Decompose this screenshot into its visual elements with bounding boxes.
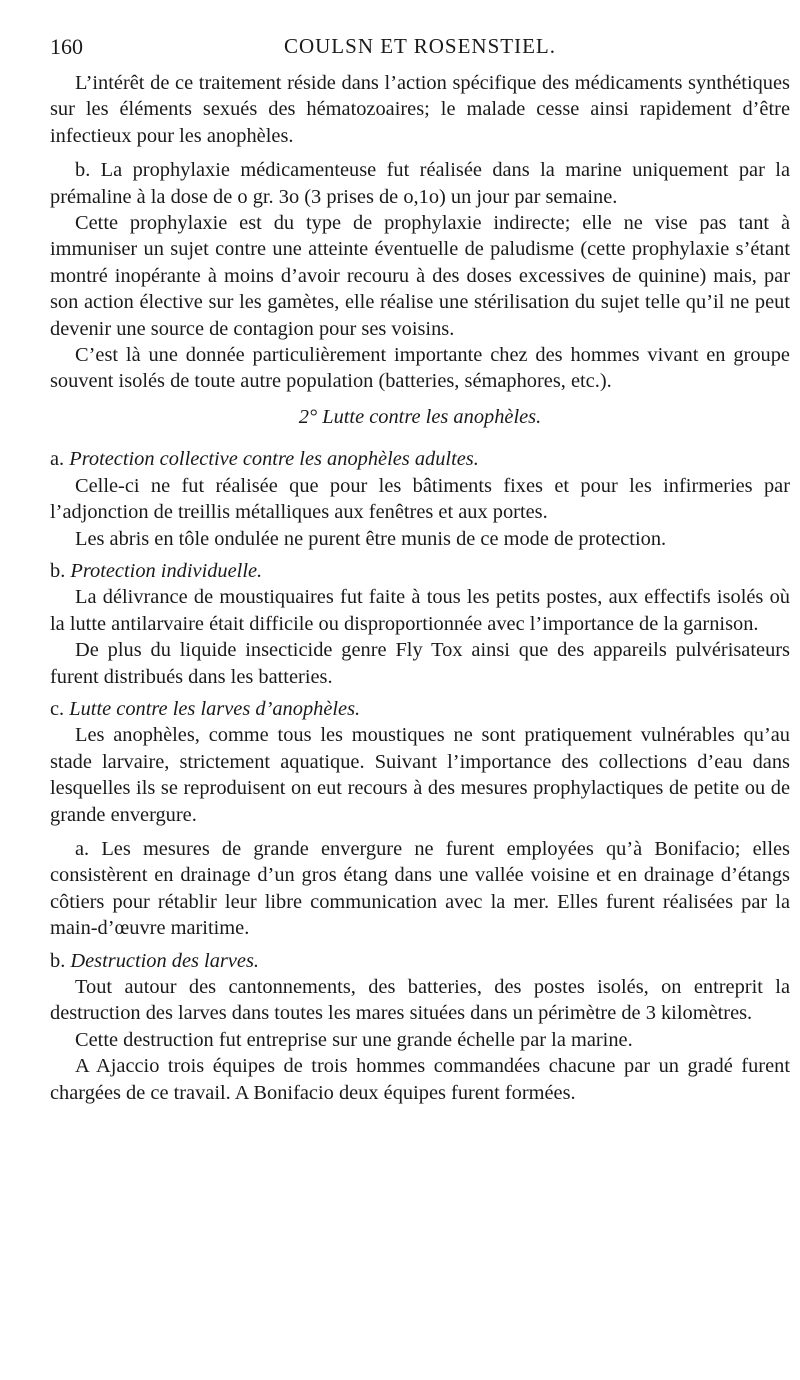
subsection-title: Protection individuelle. (70, 559, 263, 582)
section-heading: 2° Lutte contre les anophèles. (298, 405, 542, 428)
paragraph: Les anophèles, comme tous les moustiques ne sont pratiquement vulnérables qu’au stade larvaire, strictement aquatique. Suivant l’importance des collections d’eau dans lesquelles ils se reproduisent on eut recours à des mesures prophylactiques de petite ou de grande envergure. (50, 724, 790, 826)
paragraph: Cette prophylaxie est du type de prophylaxie indirecte; elle ne vise pas tant à immuniser un sujet contre une atteinte éventuelle de paludisme (cette prophylaxie s’étant montré inopérante à moins d’avoir recouru à des doses excessives de quinine) mais, par son action élective sur les gamètes, elle réalise une stérilisation du sujet telle qu’il ne peut devenir une source de contagion pour ses voisins. (50, 212, 790, 340)
paragraph: a. Les mesures de grande envergure ne furent employées qu’à Bonifacio; elles consistèrent en drainage d’un gros étang dans une vallée voisine et en drainage d’étangs côtiers pour rétablir leur libre communication avec la mer. Elles furent réalisées par la main-d’œuvre maritime. (50, 837, 790, 940)
paragraph: A Ajaccio trois équipes de trois hommes commandées chacune par un gradé furent chargées de ce travail. A Bonifacio deux équipes furent formées. (50, 1055, 790, 1104)
subsection-title: Destruction des larves. (70, 949, 259, 972)
running-head: COULSN ET ROSENSTIEL. (283, 34, 557, 58)
subsection-heading (50, 446, 790, 472)
paragraph: b. La prophylaxie médicamenteuse fut réalisée dans la marine uniquement par la prémaline à la dose de o gr. 3o (3 prises de o,1o) un jour par semaine. (50, 159, 790, 208)
subsection-heading (50, 696, 790, 722)
paragraph: C’est là une donnée particulièrement importante chez des hommes vivant en groupe souvent isolés de toute autre population (batteries, sémaphores, etc.). (50, 344, 790, 393)
page-header (50, 30, 790, 60)
subsection-heading (50, 558, 790, 584)
paragraph: Cette destruction fut entreprise sur une grande échelle par la marine. (75, 1028, 633, 1051)
page-number: 160 (50, 34, 83, 59)
page-body (50, 70, 790, 1106)
subsection-label: c. (50, 697, 70, 720)
paragraph: La délivrance de moustiquaires fut faite à tous les petits postes, aux effectifs isolés où la lutte antilarvaire était difficile ou disproportionnée avec l’importance de la garnison. (50, 586, 790, 635)
paragraph: De plus du liquide insecticide genre Fly Tox ainsi que des appareils pulvérisateurs furent distribués dans les batteries. (50, 639, 790, 688)
paragraph: Celle-ci ne fut réalisée que pour les bâtiments fixes et pour les infirmeries par l’adjonction de treillis métalliques aux fenêtres et aux portes. (50, 474, 790, 524)
subsection-heading (50, 948, 790, 974)
subsection-label: a. (50, 448, 70, 471)
subsection-title: Lutte contre les larves d’anophèles. (69, 697, 361, 720)
paragraph: L’intérêt de ce traitement réside dans l’action spécifique des médicaments synthétiques sur les éléments sexués des hématozoaires; le malade cesse ainsi rapidement d’être infectieux pour les anophèles. (50, 72, 790, 147)
subsection-title: Protection collective contre les anophèles adultes. (69, 448, 479, 471)
subsection-label: b. (50, 559, 71, 582)
subsection-label: b. (50, 949, 71, 972)
paragraph: Tout autour des cantonnements, des batteries, des postes isolés, on entreprit la destruction des larves dans toutes les mares situées dans un périmètre de 3 kilomètres. (50, 976, 790, 1025)
paragraph: Les abris en tôle ondulée ne purent être munis de ce mode de protection. (75, 527, 667, 550)
